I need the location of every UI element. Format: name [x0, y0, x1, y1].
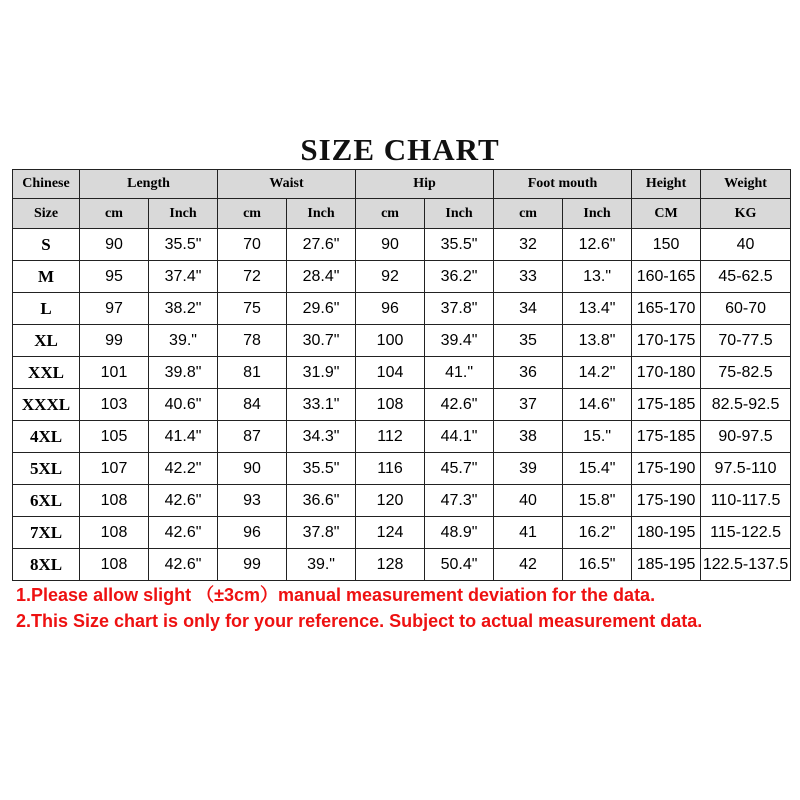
foot-cm-cell: 41: [494, 517, 563, 549]
hip-inch-cell: 45.7": [425, 453, 494, 485]
foot-cm-cell: 33: [494, 261, 563, 293]
length-inch-cell: 37.4": [149, 261, 218, 293]
page-title: SIZE CHART: [300, 132, 500, 167]
waist-inch-cell: 39.": [287, 549, 356, 581]
header-foot-cm: cm: [494, 199, 563, 229]
waist-inch-cell: 30.7": [287, 325, 356, 357]
height-cell: 175-185: [632, 389, 701, 421]
header-foot-mouth: Foot mouth: [494, 170, 632, 199]
height-cell: 175-190: [632, 453, 701, 485]
table-row: [13, 325, 791, 357]
size-cell: 6XL: [13, 485, 80, 517]
hip-inch-cell: 39.4": [425, 325, 494, 357]
size-cell: XXL: [13, 357, 80, 389]
height-cell: 175-190: [632, 485, 701, 517]
table-row: [13, 229, 791, 261]
table-row: [13, 549, 791, 581]
hip-cm-cell: 96: [356, 293, 425, 325]
foot-cm-cell: 38: [494, 421, 563, 453]
table-row: [13, 293, 791, 325]
size-cell: 7XL: [13, 517, 80, 549]
waist-cm-cell: 70: [218, 229, 287, 261]
header-size: Size: [13, 199, 80, 229]
header-length: Length: [80, 170, 218, 199]
weight-cell: 122.5-137.5: [701, 549, 791, 581]
waist-cm-cell: 72: [218, 261, 287, 293]
length-inch-cell: 38.2": [149, 293, 218, 325]
foot-cm-cell: 36: [494, 357, 563, 389]
foot-inch-cell: 16.5": [563, 549, 632, 581]
hip-cm-cell: 90: [356, 229, 425, 261]
header-waist-inch: Inch: [287, 199, 356, 229]
header-weight: Weight: [701, 170, 791, 199]
weight-cell: 70-77.5: [701, 325, 791, 357]
note-line: 2.This Size chart is only for your reference. Subject to actual measurement data.: [16, 611, 703, 631]
waist-inch-cell: 34.3": [287, 421, 356, 453]
foot-cm-cell: 40: [494, 485, 563, 517]
length-cm-cell: 97: [80, 293, 149, 325]
header-height: Height: [632, 170, 701, 199]
hip-cm-cell: 128: [356, 549, 425, 581]
length-inch-cell: 42.6": [149, 485, 218, 517]
length-cm-cell: 95: [80, 261, 149, 293]
header-waist: Waist: [218, 170, 356, 199]
header-length-inch: Inch: [149, 199, 218, 229]
length-cm-cell: 101: [80, 357, 149, 389]
height-cell: 185-195: [632, 549, 701, 581]
hip-inch-cell: 35.5": [425, 229, 494, 261]
size-cell: S: [13, 229, 80, 261]
length-inch-cell: 42.6": [149, 517, 218, 549]
foot-inch-cell: 15.8": [563, 485, 632, 517]
hip-cm-cell: 92: [356, 261, 425, 293]
foot-cm-cell: 35: [494, 325, 563, 357]
notes: [16, 582, 796, 634]
length-inch-cell: 35.5": [149, 229, 218, 261]
foot-inch-cell: 12.6": [563, 229, 632, 261]
height-cell: 170-175: [632, 325, 701, 357]
header-hip-inch: Inch: [425, 199, 494, 229]
size-cell: M: [13, 261, 80, 293]
hip-inch-cell: 36.2": [425, 261, 494, 293]
length-inch-cell: 39.": [149, 325, 218, 357]
length-cm-cell: 99: [80, 325, 149, 357]
length-inch-cell: 40.6": [149, 389, 218, 421]
foot-inch-cell: 14.2": [563, 357, 632, 389]
height-cell: 150: [632, 229, 701, 261]
waist-cm-cell: 93: [218, 485, 287, 517]
foot-cm-cell: 42: [494, 549, 563, 581]
length-cm-cell: 103: [80, 389, 149, 421]
header-length-cm: cm: [80, 199, 149, 229]
size-cell: 8XL: [13, 549, 80, 581]
hip-inch-cell: 47.3": [425, 485, 494, 517]
foot-inch-cell: 13.8": [563, 325, 632, 357]
foot-inch-cell: 15.4": [563, 453, 632, 485]
table-row: [13, 485, 791, 517]
waist-cm-cell: 75: [218, 293, 287, 325]
length-inch-cell: 41.4": [149, 421, 218, 453]
waist-inch-cell: 37.8": [287, 517, 356, 549]
hip-cm-cell: 108: [356, 389, 425, 421]
header-hip: Hip: [356, 170, 494, 199]
foot-inch-cell: 16.2": [563, 517, 632, 549]
size-chart-body: [13, 170, 791, 581]
size-chart-table: [12, 169, 791, 581]
weight-cell: 75-82.5: [701, 357, 791, 389]
hip-cm-cell: 112: [356, 421, 425, 453]
length-cm-cell: 90: [80, 229, 149, 261]
waist-inch-cell: 27.6": [287, 229, 356, 261]
weight-cell: 90-97.5: [701, 421, 791, 453]
length-inch-cell: 39.8": [149, 357, 218, 389]
length-cm-cell: 108: [80, 549, 149, 581]
weight-cell: 40: [701, 229, 791, 261]
hip-cm-cell: 120: [356, 485, 425, 517]
waist-inch-cell: 35.5": [287, 453, 356, 485]
waist-cm-cell: 87: [218, 421, 287, 453]
header-height-unit: CM: [632, 199, 701, 229]
size-cell: 4XL: [13, 421, 80, 453]
weight-cell: 45-62.5: [701, 261, 791, 293]
height-cell: 165-170: [632, 293, 701, 325]
foot-inch-cell: 13.": [563, 261, 632, 293]
waist-inch-cell: 36.6": [287, 485, 356, 517]
length-cm-cell: 107: [80, 453, 149, 485]
foot-cm-cell: 32: [494, 229, 563, 261]
waist-inch-cell: 31.9": [287, 357, 356, 389]
table-row: [13, 261, 791, 293]
hip-inch-cell: 42.6": [425, 389, 494, 421]
size-cell: XXXL: [13, 389, 80, 421]
waist-inch-cell: 33.1": [287, 389, 356, 421]
note-line: 1.Please allow slight （±3cm）manual measurement deviation for the data.: [16, 585, 656, 605]
header-chinese: Chinese: [13, 170, 80, 199]
weight-cell: 82.5-92.5: [701, 389, 791, 421]
foot-inch-cell: 14.6": [563, 389, 632, 421]
hip-inch-cell: 48.9": [425, 517, 494, 549]
waist-cm-cell: 78: [218, 325, 287, 357]
hip-cm-cell: 124: [356, 517, 425, 549]
hip-inch-cell: 37.8": [425, 293, 494, 325]
length-inch-cell: 42.6": [149, 549, 218, 581]
hip-cm-cell: 116: [356, 453, 425, 485]
size-cell: L: [13, 293, 80, 325]
length-cm-cell: 105: [80, 421, 149, 453]
length-cm-cell: 108: [80, 517, 149, 549]
weight-cell: 60-70: [701, 293, 791, 325]
weight-cell: 97.5-110: [701, 453, 791, 485]
header-row-main: [13, 170, 791, 199]
hip-inch-cell: 50.4": [425, 549, 494, 581]
foot-cm-cell: 37: [494, 389, 563, 421]
waist-inch-cell: 29.6": [287, 293, 356, 325]
header-row-units: [13, 199, 791, 229]
length-cm-cell: 108: [80, 485, 149, 517]
foot-cm-cell: 34: [494, 293, 563, 325]
waist-cm-cell: 90: [218, 453, 287, 485]
height-cell: 175-185: [632, 421, 701, 453]
table-row: [13, 517, 791, 549]
table-row: [13, 357, 791, 389]
table-row: [13, 421, 791, 453]
size-cell: XL: [13, 325, 80, 357]
header-hip-cm: cm: [356, 199, 425, 229]
foot-inch-cell: 13.4": [563, 293, 632, 325]
height-cell: 160-165: [632, 261, 701, 293]
waist-inch-cell: 28.4": [287, 261, 356, 293]
weight-cell: 115-122.5: [701, 517, 791, 549]
hip-inch-cell: 41.": [425, 357, 494, 389]
foot-inch-cell: 15.": [563, 421, 632, 453]
header-waist-cm: cm: [218, 199, 287, 229]
waist-cm-cell: 99: [218, 549, 287, 581]
foot-cm-cell: 39: [494, 453, 563, 485]
table-row: [13, 453, 791, 485]
header-weight-unit: KG: [701, 199, 791, 229]
waist-cm-cell: 81: [218, 357, 287, 389]
weight-cell: 110-117.5: [701, 485, 791, 517]
size-cell: 5XL: [13, 453, 80, 485]
hip-inch-cell: 44.1": [425, 421, 494, 453]
hip-cm-cell: 104: [356, 357, 425, 389]
waist-cm-cell: 96: [218, 517, 287, 549]
height-cell: 180-195: [632, 517, 701, 549]
waist-cm-cell: 84: [218, 389, 287, 421]
hip-cm-cell: 100: [356, 325, 425, 357]
length-inch-cell: 42.2": [149, 453, 218, 485]
header-foot-inch: Inch: [563, 199, 632, 229]
height-cell: 170-180: [632, 357, 701, 389]
table-row: [13, 389, 791, 421]
